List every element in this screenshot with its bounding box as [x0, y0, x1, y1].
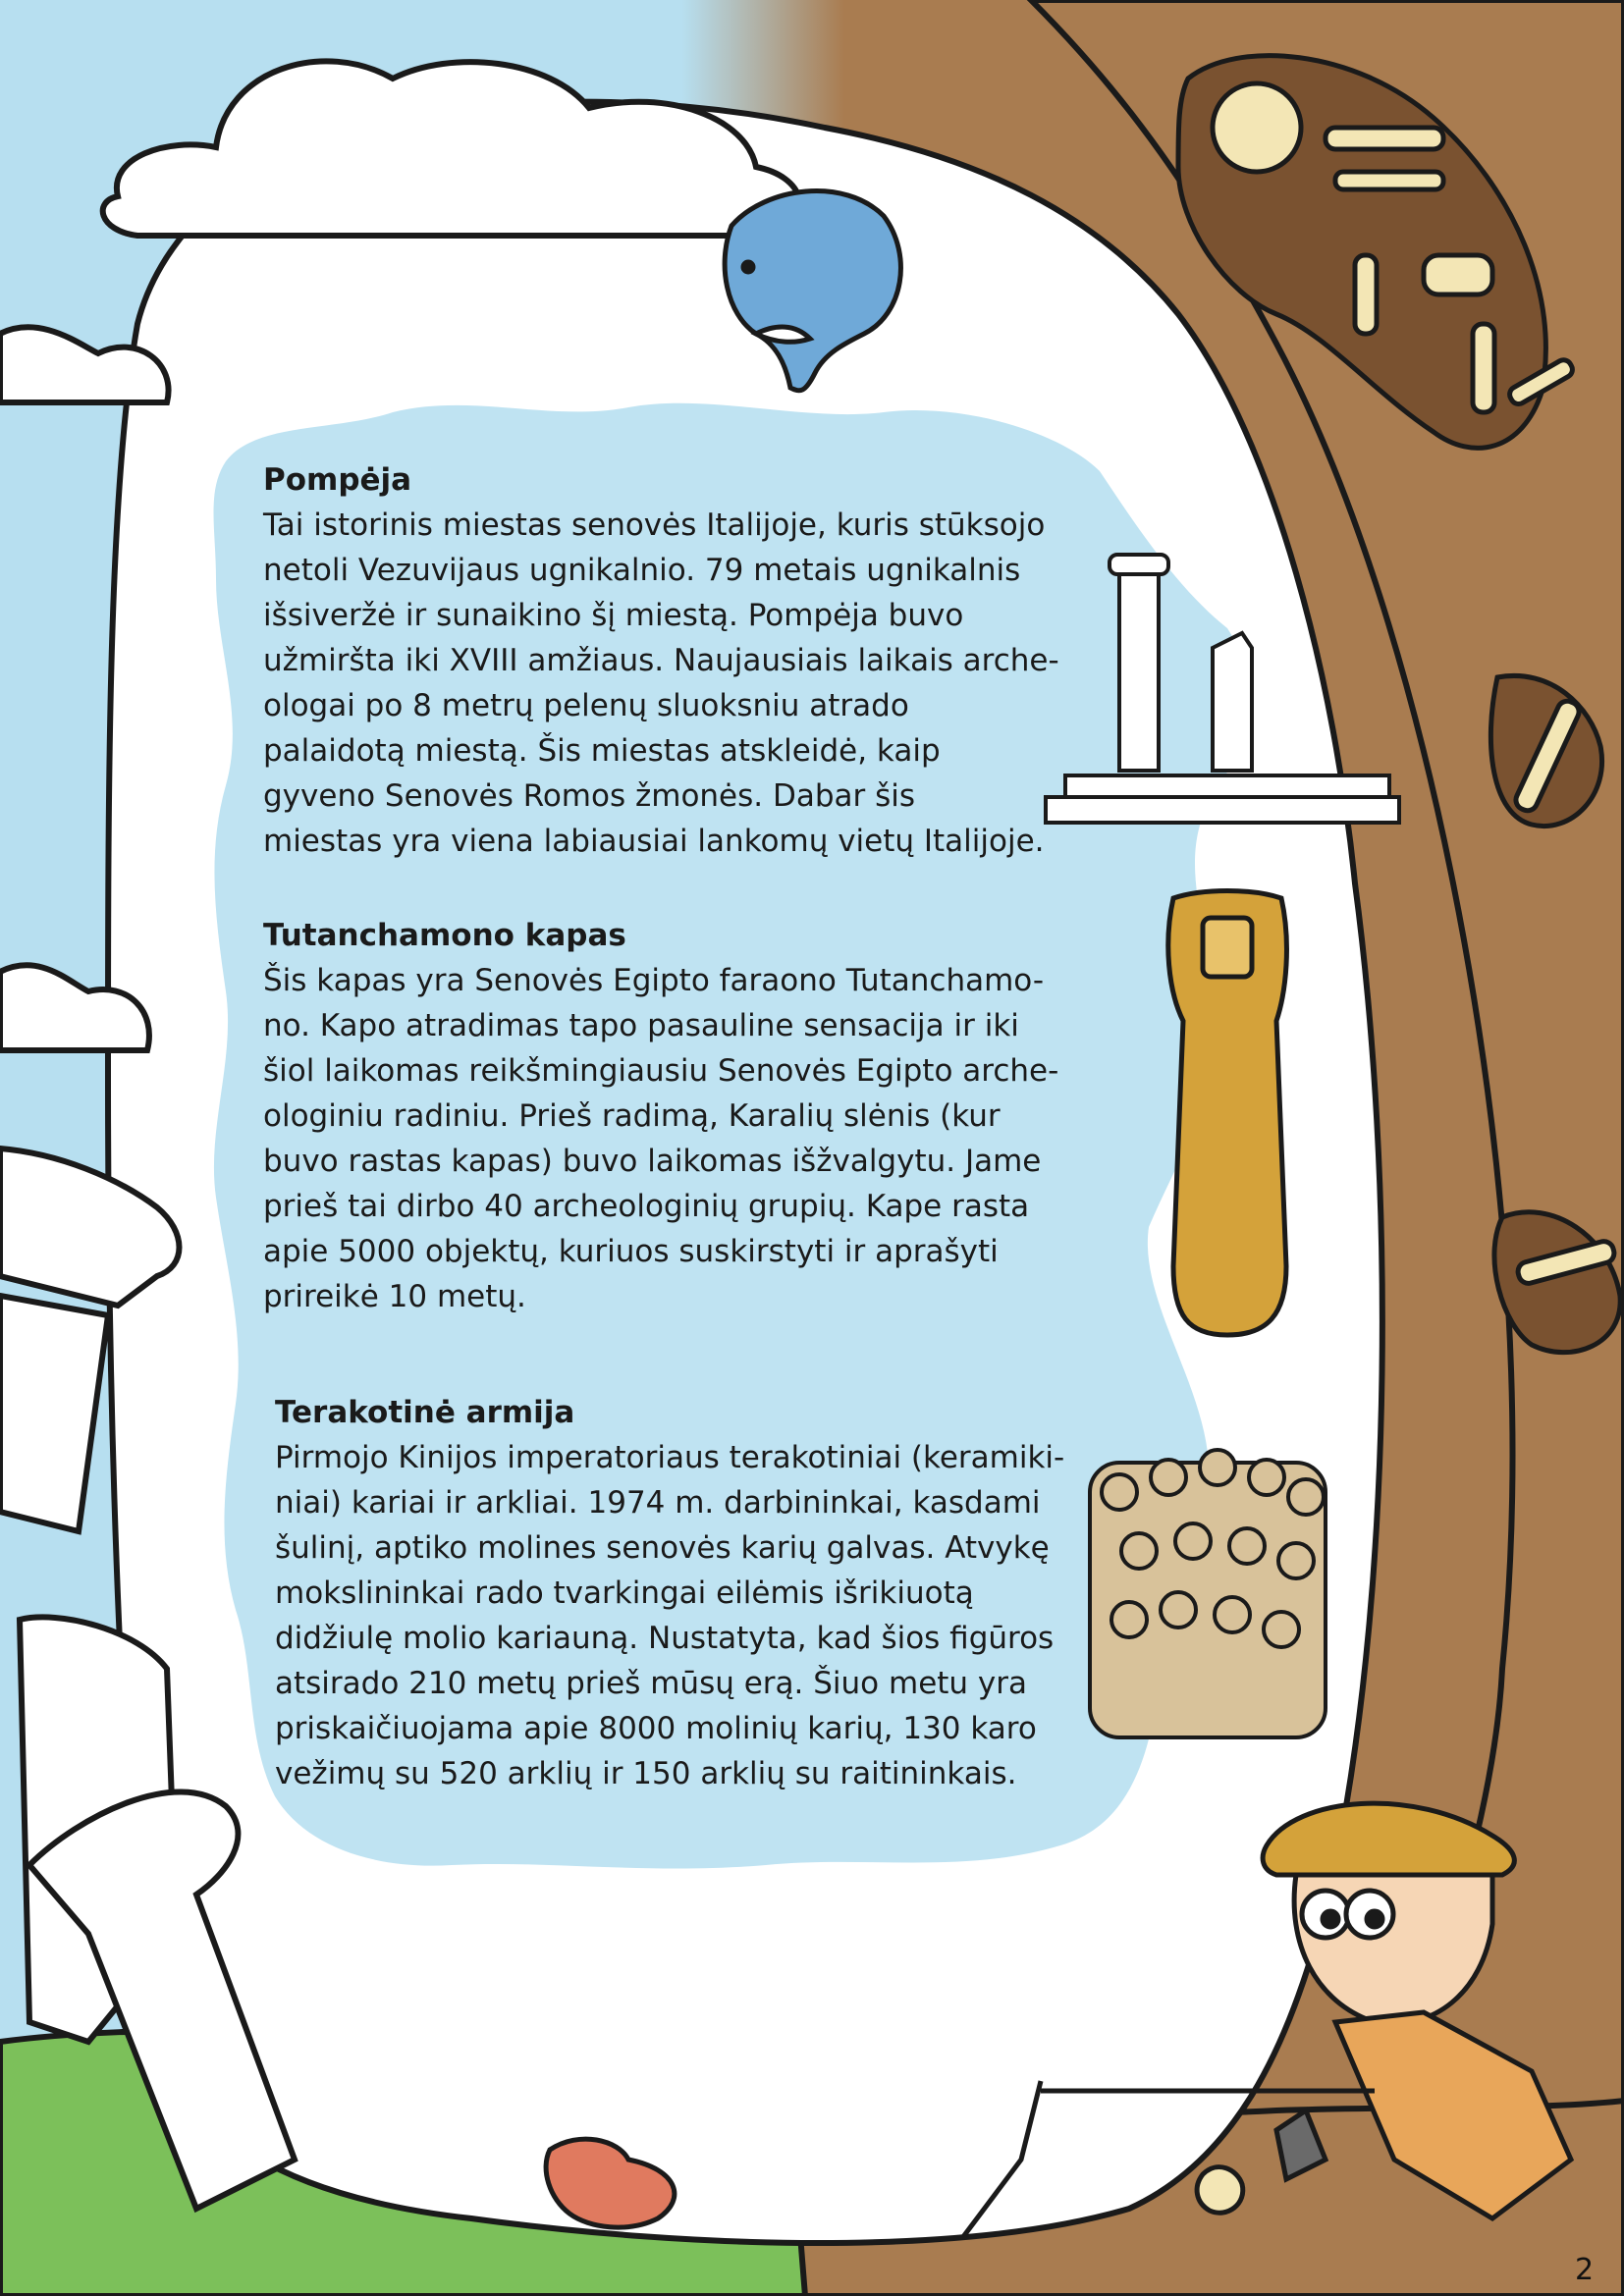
terracotta-army-icon [1090, 1450, 1326, 1737]
section-body: Šis kapas yra Senovės Egipto faraono Tutanchamo- no. Kapo atradimas tapo pasauline sensacija ir iki šiol laikomas reikšmingiausiu Senovės Egipto arche- ologiniu radiniu. Prieš radimą, Karalių slėnis (kur buvo rastas kapas) buvo laikomas išžvalgytu. Jame prieš tai dirbo 40 archeologinių grupių. Kape rasta apie 5000 objektų, kuriuos suskirstyti ir aprašyti prireikė 10 metų. [263, 963, 1059, 1314]
section-pompeja [263, 457, 1108, 864]
page-number: 2 [1575, 2253, 1595, 2287]
section-body: Tai istorinis miestas senovės Italijoje, kuris stūksojo netoli Vezuvijaus ugnikalnio. 79 metais ugnikalnis išsiveržė ir sunaikino šį miestą. Pompėja buvo užmiršta iki XVIII amžiaus. Naujausiais laikais arche- ologai po 8 metrų pelenų sluoksniu atrado palaidotą miestą. Šis miestas atskleidė, kaip gyveno Senovės Romos žmonės. Dabar šis miestas yra viena labiausiai lankomų vietų Italijoje. [263, 507, 1059, 859]
section-title: Pompėja [263, 462, 412, 498]
section-title: Tutanchamono kapas [263, 918, 626, 953]
sarcophagus-icon [1168, 891, 1287, 1336]
section-terakotine-armija [275, 1390, 1100, 1796]
section-title: Terakotinė armija [275, 1395, 575, 1430]
section-body: Pirmojo Kinijos imperatoriaus terakotiniai (keramiki- niai) kariai ir arkliai. 1974 m. darbininkai, kasdami šulinį, aptiko molines senovės karių galvas. Atvykę mokslininkai rado tvarkingai eilėmis išrikiuotą didžiulę molio kariauną. Nustatyta, kad šios figūros atsirado 210 metų prieš mūsų erą. Šiuo metu yra priskaičiuojama apie 8000 molinių karių, 130 karo vežimų su 520 arklių ir 150 arklių su raitininkais. [275, 1440, 1065, 1791]
section-tutanchamono-kapas [263, 913, 1108, 1319]
